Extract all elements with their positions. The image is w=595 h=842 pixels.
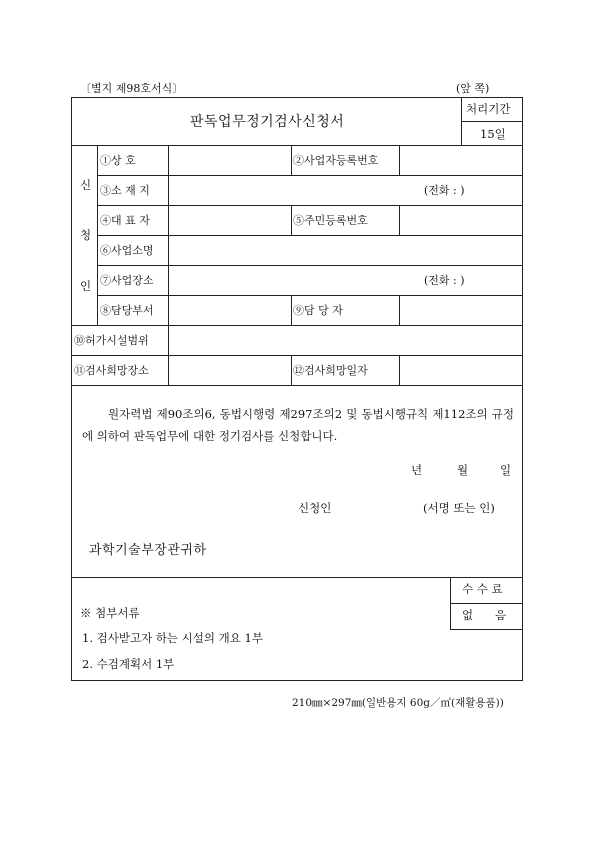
permit-scope-label: ⑩허가시설범위 [74,334,149,347]
divider [291,295,292,325]
business-place-field[interactable] [169,266,419,294]
business-name-field[interactable] [169,236,522,264]
sign-or-seal-note: (서명 또는 인) [423,501,495,515]
paper-spec-footer: 210㎜×297㎜(일반용지 60g／㎡(재활용품)) [292,697,504,709]
business-place-label: ⑦사업장소 [100,274,154,287]
person-in-charge-field[interactable] [400,296,522,324]
divider [71,385,523,386]
applicant-group-char: 청 [80,228,92,242]
addressee: 과학기술부장관귀하 [89,543,207,558]
applicant-sign-label: 신청인 [298,501,332,515]
inspection-place-field[interactable] [169,356,290,384]
divider [291,205,292,235]
divider [291,355,292,385]
divider [291,145,292,175]
business-place-phone: (전화 : ) [424,274,465,287]
person-in-charge-label: ⑨담 당 자 [293,304,343,317]
trade-name-label: ①상 호 [100,154,136,167]
business-reg-field[interactable] [400,146,522,174]
applicant-signature-field[interactable] [340,496,420,518]
page-side: (앞 쪽) [456,82,490,95]
department-label: ⑧담당부서 [100,304,154,317]
date-year: 년 [411,463,423,477]
application-statement: 원자력법 제90조의6, 동법시행령 제297조의2 및 동법시행규칙 제112조의 규정에 의하여 판독업무에 대한 정기검사를 신청합니다. [82,407,514,443]
address-label: ③소 재 지 [100,184,150,197]
divider [450,629,523,630]
address-phone: (전화 : ) [424,184,465,197]
resident-reg-field[interactable] [400,206,522,234]
inspection-date-label: ⑫검사희망일자 [293,364,368,377]
business-reg-label: ②사업자등록번호 [293,154,379,167]
inspection-place-label: ⑪검사희망장소 [74,364,149,377]
business-name-label: ⑥사업소명 [100,244,154,257]
divider [461,121,523,122]
applicant-group-char: 신 [80,178,92,192]
inspection-date-field[interactable] [400,356,522,384]
divider [71,577,523,578]
resident-reg-label: ⑤주민등록번호 [293,214,368,227]
permit-scope-field[interactable] [169,326,522,354]
date-day: 일 [500,463,512,477]
divider [450,603,523,604]
attachments-title: ※ 첨부서류 [80,606,140,620]
address-field[interactable] [169,176,419,204]
processing-period-value: 15일 [480,127,506,141]
representative-label: ④대 표 자 [100,214,150,227]
fee-value: 없 음 [462,608,507,622]
fee-label: 수 수 료 [462,582,503,596]
date-month: 월 [457,463,469,477]
form-title: 판독업무정기검사신청서 [190,114,345,130]
applicant-group-char: 인 [80,279,92,293]
processing-period-label: 처리기간 [466,102,511,116]
representative-field[interactable] [169,206,290,234]
department-field[interactable] [169,296,290,324]
attachment-item: 1. 검사받고자 하는 시설의 개요 1부 [82,631,263,645]
attachment-item: 2. 수검계획서 1부 [82,657,175,671]
trade-name-field[interactable] [169,146,290,174]
form-number: 〔별지 제98호서식〕 [80,82,184,95]
